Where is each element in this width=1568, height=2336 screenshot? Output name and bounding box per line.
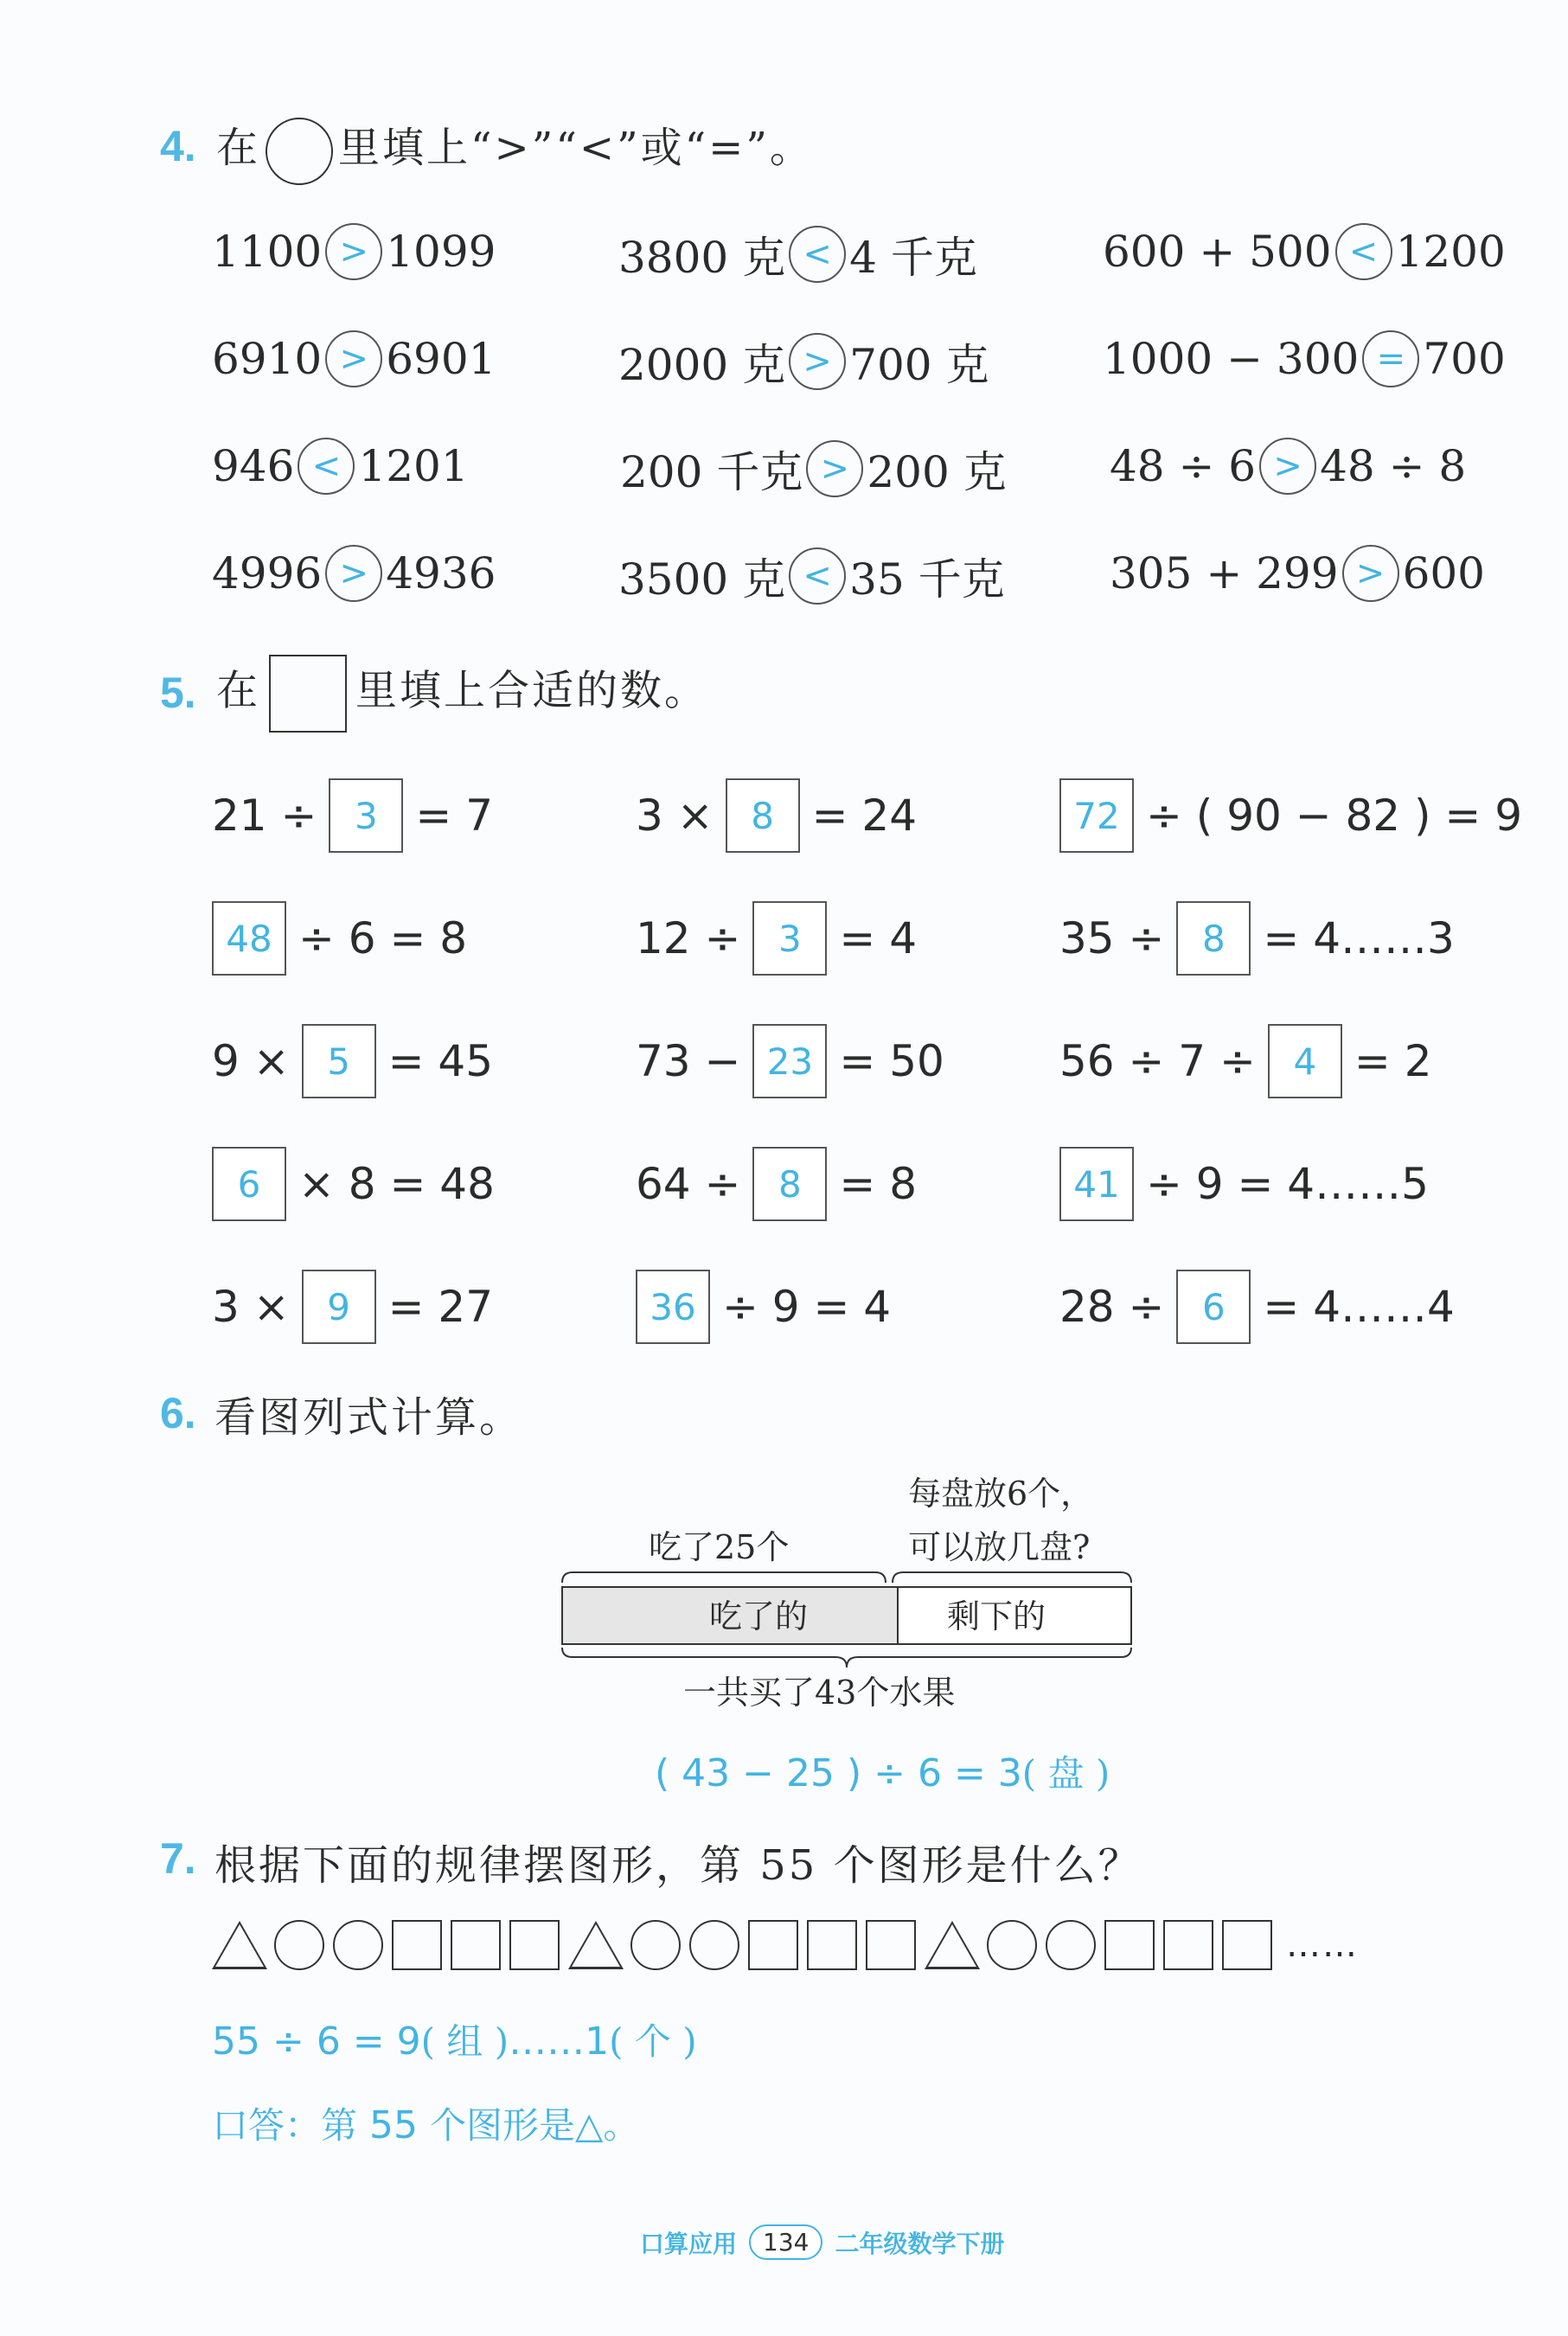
q5-suffix: = 4……3 (1263, 913, 1455, 963)
circle-icon (630, 1920, 681, 1970)
q4-left-operand: 1000 − 300 (1103, 334, 1360, 384)
triangle-icon (925, 1921, 980, 1969)
q4-left-operand: 4996 (212, 548, 323, 598)
comparison-circle[interactable]: > (806, 440, 863, 497)
q5-item (636, 1024, 944, 1098)
q6-answer-unit: ( 盘 ) (1021, 1752, 1110, 1795)
answer-box[interactable]: 3 (329, 778, 403, 853)
q4-left-operand: 600 + 500 (1103, 227, 1332, 277)
q4-item (212, 223, 496, 280)
label-plate-2: 可以放几盘? (908, 1528, 1091, 1566)
q4-right-operand: 700 (1423, 334, 1506, 384)
comparison-circle[interactable]: < (298, 438, 355, 495)
circle-icon (689, 1920, 739, 1970)
q5-prefix: 9 × (212, 1036, 290, 1086)
q4-instruction (216, 114, 814, 185)
square-icon (392, 1920, 442, 1970)
q7-work-unit-1: ( 组 ) (420, 2020, 509, 2063)
q5-text-b: 里填上合适的数。 (355, 666, 709, 715)
q7-number: 7. (160, 1834, 196, 1883)
comparison-circle[interactable]: > (1259, 438, 1316, 495)
footer-book-title: 口算应用 (640, 2229, 738, 2258)
q5-suffix: = 4 (839, 913, 918, 963)
q4-right-operand: 200 克 (867, 447, 1007, 497)
q4-item (212, 438, 469, 495)
q5-suffix: = 2 (1354, 1036, 1432, 1086)
q5-suffix: = 7 (415, 790, 494, 841)
circle-icon (333, 1920, 383, 1970)
q5-prefix: 21 ÷ (212, 790, 317, 841)
answer-box[interactable]: 4 (1268, 1024, 1342, 1098)
q5-text-a: 在 (216, 666, 261, 715)
q5-prefix: 64 ÷ (636, 1159, 741, 1209)
q4-text-b: 里填上“>”“<”或“=”。 (338, 124, 814, 172)
empty-square-icon (269, 655, 347, 733)
q5-item (1059, 1024, 1432, 1098)
q4-left-operand: 305 + 299 (1110, 548, 1339, 598)
q4-left-operand: 200 千克 (620, 447, 803, 497)
page-number: 134 (749, 2224, 822, 2260)
shape-pattern (212, 1920, 1359, 1970)
q5-item (212, 778, 493, 853)
q4-number: 4. (160, 122, 196, 170)
q4-right-operand: 600 (1402, 548, 1485, 598)
q4-right-operand: 48 ÷ 8 (1320, 441, 1467, 491)
comparison-circle[interactable]: < (1335, 223, 1392, 280)
q5-item (1047, 1147, 1429, 1221)
label-plate-1: 每盘放6个， (908, 1475, 1094, 1513)
q5-number: 5. (160, 669, 196, 717)
q5-suffix: ÷ 9 = 4 (722, 1282, 892, 1332)
q4-item (620, 438, 1007, 500)
circle-icon (1046, 1920, 1096, 1970)
q4-right-operand: 700 克 (849, 340, 989, 390)
brace-eaten (562, 1572, 886, 1583)
q4-item (1110, 545, 1485, 602)
q6-instruction: 看图列式计算。 (214, 1393, 524, 1442)
q7-work (212, 2013, 697, 2065)
q5-item (636, 1147, 917, 1221)
q5-suffix: × 8 = 48 (298, 1159, 495, 1209)
q5-suffix: ÷ ( 90 − 82 ) = 9 (1146, 790, 1523, 841)
square-icon (1104, 1920, 1155, 1970)
answer-box[interactable]: 8 (1176, 901, 1251, 976)
q4-right-operand: 35 千克 (849, 554, 1005, 605)
q5-instruction (216, 655, 708, 733)
q5-prefix: 3 × (636, 790, 714, 841)
square-icon (1163, 1920, 1213, 1970)
q7-answer-a: 口答：第 (212, 2104, 358, 2147)
q4-left-operand: 3500 克 (618, 554, 786, 605)
q5-prefix: 35 ÷ (1059, 913, 1165, 963)
q4-right-operand: 6901 (386, 334, 496, 384)
pattern-ellipsis: …… (1286, 1925, 1359, 1965)
answer-box[interactable]: 5 (302, 1024, 376, 1098)
q5-suffix: = 8 (839, 1159, 918, 1209)
q7-work-unit-2: ( 个 ) (609, 2020, 697, 2063)
q5-item (212, 1270, 493, 1344)
comparison-circle[interactable]: < (789, 547, 846, 605)
q4-right-operand: 1200 (1395, 227, 1506, 277)
q4-text-a: 在 (216, 124, 261, 172)
comparison-circle[interactable]: > (325, 223, 382, 280)
comparison-circle[interactable]: < (789, 226, 846, 283)
q5-item (200, 1147, 495, 1221)
q4-right-operand: 1099 (386, 227, 496, 277)
q4-left-operand: 946 (212, 441, 295, 491)
q4-item (1103, 330, 1506, 387)
answer-box[interactable]: 41 (1059, 1147, 1134, 1221)
q4-item (212, 545, 496, 602)
square-icon (748, 1920, 798, 1970)
q5-prefix: 28 ÷ (1059, 1282, 1165, 1332)
q5-item (636, 901, 917, 976)
comparison-circle[interactable]: > (325, 545, 382, 602)
square-icon (509, 1920, 560, 1970)
q7-instruction: 根据下面的规律摆图形，第 55 个图形是什么？ (214, 1841, 1142, 1890)
q5-item (1047, 778, 1522, 853)
q7-work-mid: ……1 (509, 2019, 610, 2064)
q4-right-operand: 4936 (386, 548, 496, 598)
q7-answer-num: 55 (369, 2103, 419, 2147)
q4-left-operand: 1100 (212, 227, 323, 277)
answer-box[interactable]: 48 (212, 901, 286, 976)
answer-box[interactable]: 72 (1059, 778, 1134, 853)
q5-suffix: = 45 (387, 1036, 494, 1086)
q5-suffix: ÷ 6 = 8 (298, 913, 468, 963)
q5-prefix: 73 − (636, 1036, 741, 1086)
triangle-icon (212, 1921, 267, 1969)
q4-item (618, 545, 1005, 607)
comparison-circle[interactable]: > (325, 330, 382, 387)
q5-item (624, 1270, 891, 1344)
q5-suffix: = 50 (839, 1036, 944, 1086)
label-eaten: 吃了的 (709, 1597, 809, 1635)
empty-circle-icon (266, 118, 333, 185)
q4-left-operand: 2000 克 (618, 340, 786, 390)
answer-box[interactable]: 9 (302, 1270, 376, 1344)
square-icon (451, 1920, 501, 1970)
answer-box[interactable]: 3 (752, 901, 827, 976)
q7-answer-b: 个图形是△。 (430, 2104, 640, 2147)
q5-prefix: 12 ÷ (636, 913, 741, 963)
q6-answer-expr: ( 43 − 25 ) ÷ 6 = 3 (655, 1751, 1022, 1795)
comparison-circle[interactable]: = (1362, 330, 1419, 387)
footer-grade: 二年级数学下册 (835, 2229, 1005, 2258)
q5-suffix: = 27 (387, 1282, 494, 1332)
brace-total (562, 1648, 1131, 1667)
q5-item (1059, 1270, 1455, 1344)
q5-suffix: = 24 (811, 790, 918, 841)
q4-left-operand: 3800 克 (618, 233, 786, 283)
fruit-diagram (554, 1462, 1142, 1730)
q5-item (636, 778, 917, 853)
square-icon (807, 1920, 857, 1970)
q4-right-operand: 1201 (358, 441, 469, 491)
q4-item (618, 223, 977, 285)
q4-item (1110, 438, 1466, 495)
q6-number: 6. (160, 1389, 196, 1437)
q6-answer (655, 1745, 1110, 1797)
circle-icon (987, 1920, 1037, 1970)
q4-left-operand: 6910 (212, 334, 323, 384)
answer-box[interactable]: 6 (1176, 1270, 1251, 1344)
q5-prefix: 3 × (212, 1282, 290, 1332)
q4-right-operand: 4 千克 (849, 233, 977, 283)
comparison-circle[interactable]: > (1342, 545, 1399, 602)
answer-box[interactable]: 6 (212, 1147, 286, 1221)
comparison-circle[interactable]: > (789, 333, 846, 390)
brace-left (893, 1572, 1131, 1583)
q4-item (1103, 223, 1506, 280)
answer-box[interactable]: 36 (636, 1270, 710, 1344)
q7-answer (212, 2097, 639, 2149)
q5-prefix: 56 ÷ 7 ÷ (1059, 1036, 1256, 1086)
label-total: 一共买了43个水果 (683, 1674, 956, 1712)
page-footer (640, 2224, 1004, 2260)
square-icon (1222, 1920, 1272, 1970)
q4-item (618, 330, 989, 393)
circle-icon (274, 1920, 324, 1970)
q5-item (1059, 901, 1455, 976)
label-left: 剩下的 (947, 1597, 1046, 1635)
answer-box[interactable]: 8 (726, 778, 800, 853)
q5-suffix: = 4……4 (1263, 1282, 1455, 1332)
q5-suffix: ÷ 9 = 4……5 (1146, 1159, 1429, 1209)
q5-item (200, 901, 467, 976)
q7-work-expr: 55 ÷ 6 = 9 (212, 2019, 421, 2064)
q4-left-operand: 48 ÷ 6 (1110, 441, 1257, 491)
q4-item (212, 330, 496, 387)
answer-box[interactable]: 8 (752, 1147, 827, 1221)
triangle-icon (568, 1921, 624, 1969)
answer-box[interactable]: 23 (752, 1024, 827, 1098)
q5-item (212, 1024, 493, 1098)
square-icon (866, 1920, 916, 1970)
label-eaten-top: 吃了25个 (649, 1528, 790, 1566)
